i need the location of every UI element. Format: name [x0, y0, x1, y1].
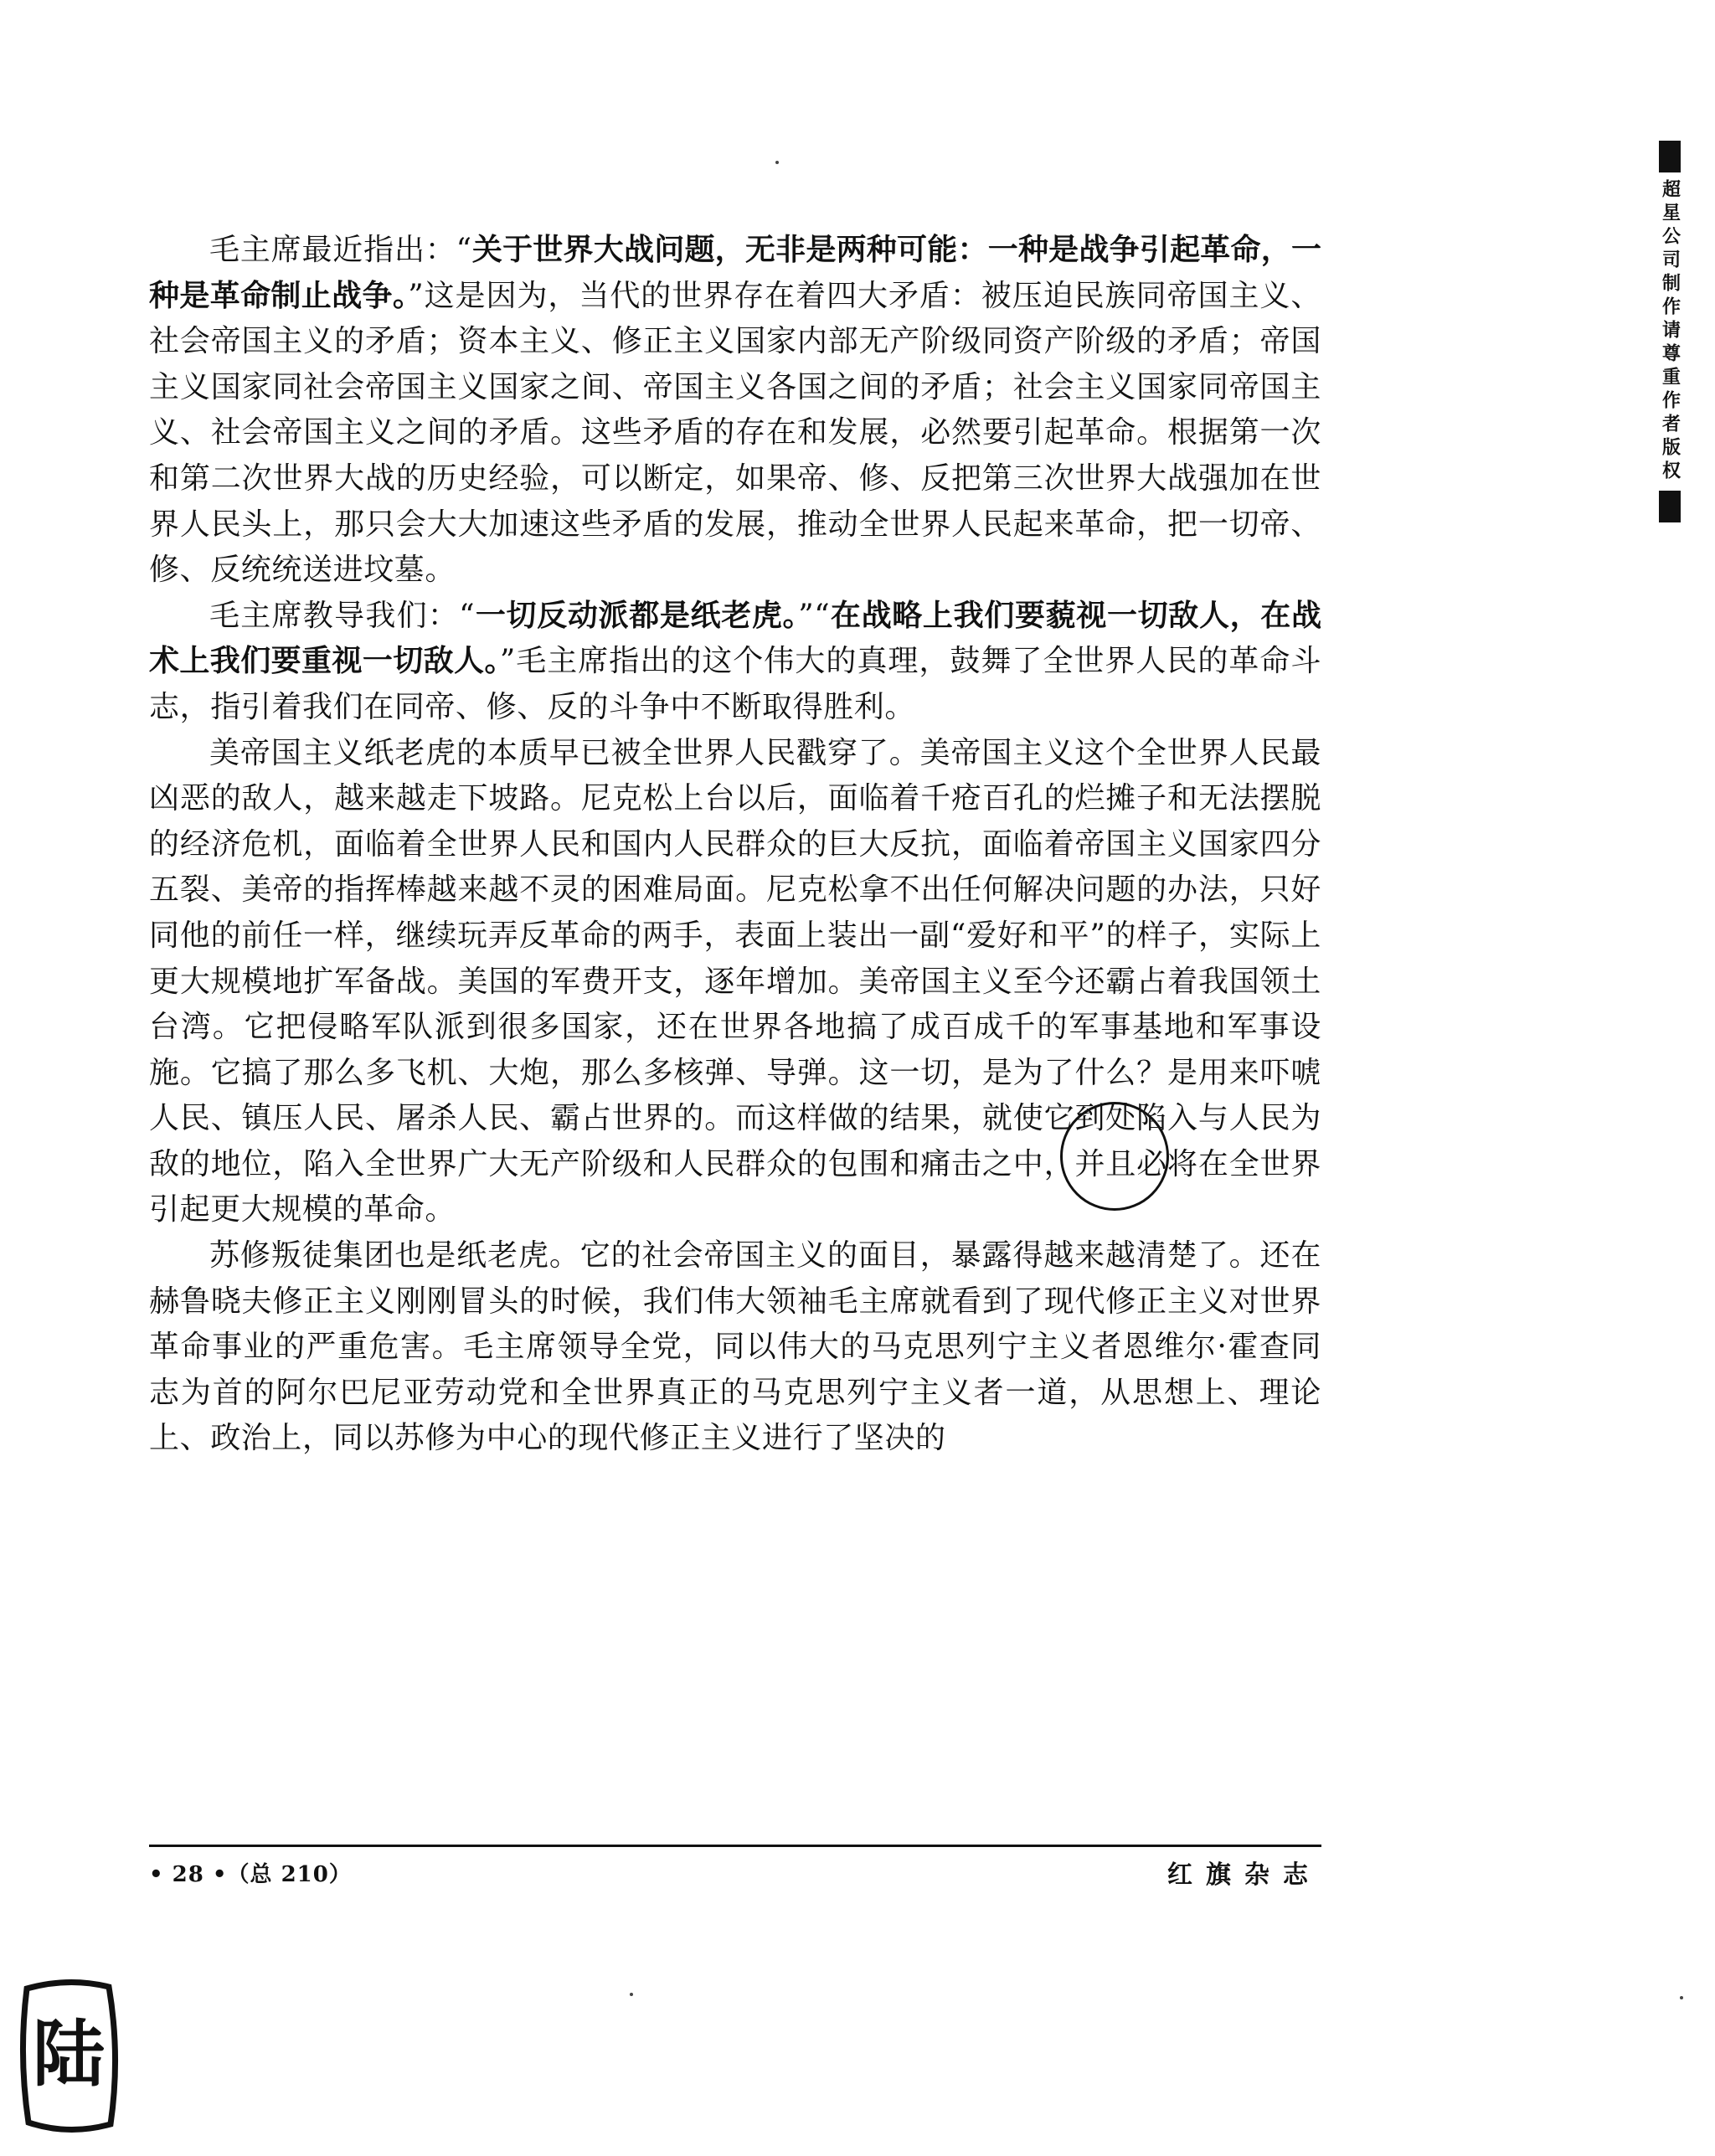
- seal-glyph: 陆: [33, 2012, 105, 2097]
- scan-speck: [775, 161, 779, 164]
- paragraph-2: [149, 594, 1321, 731]
- paragraph-1: [149, 228, 1321, 594]
- body-text-segment: ”毛主席指出的这个伟大的真理，鼓舞了全世界人民的革命斗志，指引着我们在同帝、修、反的斗争中不断取得胜利。: [149, 644, 1321, 724]
- body-text: [149, 228, 1321, 1462]
- quote-bold-text: 关于世界大战问题，无非是两种可能：一种是战争引起革命，一种是革命制止战争。: [149, 233, 1321, 313]
- handwritten-circle-mark: [1060, 1102, 1169, 1211]
- body-text-segment: ”这是因为，当代的世界存在着四大矛盾：被压迫民族同帝国主义、社会帝国主义的矛盾；资本主义、修正主义国家内部无产阶级同资产阶级的矛盾；帝国主义国家同社会帝国主义国家之间、帝国主义各国之间的矛盾；社会主义国家同帝国主义、社会帝国主义之间的矛盾。这些矛盾的存在和发展，必然要引起革命。根据第一次和第二次世界大战的历史经验，可以断定，如果帝、修、反把第三次世界大战强加在世界人民头上，那只会大大加速这些矛盾的发展，推动全世界人民起来革命，把一切帝、修、反统统送进坟墓。: [149, 278, 1321, 588]
- body-text-segment: 苏修叛徒集团也是纸老虎。它的社会帝国主义的面目，暴露得越来越清楚了。还在赫鲁晓夫修正主义刚刚冒头的时候，我们伟大领袖毛主席就看到了现代修正主义对世界革命事业的严重危害。毛主席领导全党，同以伟大的马克思列宁主义者恩维尔·霍查同志为首的阿尔巴尼亚劳动党和全世界真正的马克思列宁主义者一道，从思想上、理论上、政治上，同以苏修为中心的现代修正主义进行了坚决的: [149, 1238, 1321, 1456]
- body-text-segment: 美帝国主义纸老虎的本质早已被全世界人民戳穿了。美帝国主义这个全世界人民最凶恶的敌人，越来越走下坡路。尼克松上台以后，面临着千疮百孔的烂摊子和无法摆脱的经济危机，面临着全世界人民和国内人民群众的巨大反抗，面临着帝国主义国家四分五裂、美帝的指挥棒越来越不灵的困难局面。尼克松拿不出任何解决问题的办法，只好同他的前任一样，继续玩弄反革命的两手，表面上装出一副“爱好和平”的样子，实际上更大规模地扩军备战。美国的军费开支，逐年增加。美帝国主义至今还霸占着我国领土台湾。它把侵略军队派到很多国家，还在世界各地搞了成百成千的军事基地和军事设施。它搞了那么多飞机、大炮，那么多核弹、导弹。这一切，是为了什么？是用来吓唬人民、镇压人民、屠杀人民、霸占世界的。而这样做的结果，就使它到处陷入与人民为敌的地位，陷入全世界广大无产阶级和人民群众的包围和痛击之中，并且必将在全世界引起更大规模的革命。: [149, 735, 1321, 1227]
- quote-bold-text: 一切反动派都是纸老虎。: [475, 598, 799, 633]
- body-text-segment: 毛主席教导我们：“: [209, 598, 476, 633]
- scan-speck: [1680, 1996, 1683, 1999]
- paragraph-4: [149, 1233, 1321, 1462]
- quote-bold-text: 在战略上我们要藐视一切敌人，在战术上我们要重视一切敌人。: [149, 598, 1321, 679]
- watermark-bar-bottom: [1659, 491, 1681, 522]
- library-seal-stamp: [10, 1972, 127, 2139]
- footer-rule: [149, 1845, 1321, 1847]
- journal-name: 红旗杂志: [1167, 1860, 1321, 1890]
- side-watermark: [1651, 141, 1688, 522]
- watermark-text: 超星公司制作请尊重作者版权: [1659, 179, 1681, 484]
- body-text-segment: 毛主席最近指出：“: [209, 233, 472, 267]
- watermark-bar-top: [1659, 141, 1681, 172]
- page-number: • 28 •（总 210）: [149, 1862, 352, 1887]
- body-text-segment: ”“: [798, 598, 831, 633]
- scan-speck: [630, 1993, 633, 1996]
